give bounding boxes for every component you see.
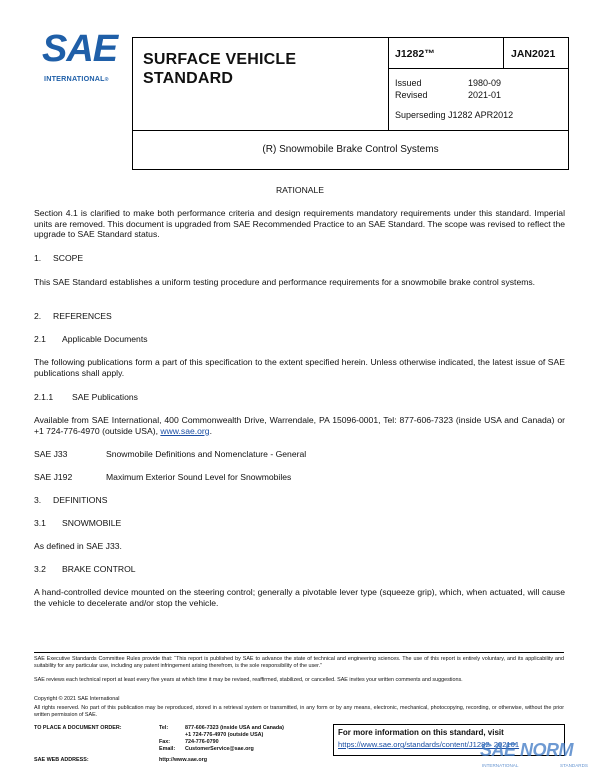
section-3-1-number: 3.1: [34, 518, 46, 528]
section-2-1-number: 2.1: [34, 334, 46, 344]
document-subject: (R) Snowmobile Brake Control Systems: [262, 144, 439, 155]
fax-label: Fax:: [159, 739, 171, 745]
footer-divider: [34, 652, 564, 653]
section-3-2-title: BRAKE CONTROL: [62, 564, 136, 574]
committee-rules-text: SAE Executive Standards Committee Rules provide that: “This report is published by SAE to advance the state of technical and engineering sciences. The use of this report is entirely voluntary, and its applicability and suitability for any particular use, including any patent infringement arising therefrom, is the sole responsibility of the user.”: [34, 656, 564, 669]
section-3-number: 3.: [34, 495, 42, 505]
sae-logo-sub: [44, 74, 109, 83]
section-3-2-number: 3.2: [34, 564, 46, 574]
rationale-heading: RATIONALE: [275, 185, 325, 195]
section-2-1-1-end: .: [209, 425, 212, 436]
email-value[interactable]: CustomerService@sae.org: [185, 746, 254, 752]
rationale-text: Section 4.1 is clarified to make both performance criteria and design requirements mandatory requirements under this standard. Imperial units are removed. This document is upgraded from SAE Recommended Practice to an SAE Standard. The scope was revised to reflect the upgrade to SAE Standard status.: [34, 208, 565, 240]
section-1-number: 1.: [34, 253, 42, 263]
sae-logo-mark: SAE: [42, 28, 118, 70]
document-number: J1282™: [395, 48, 435, 60]
watermark-text: SAE NORM: [480, 740, 574, 760]
revised-label: Revised: [395, 90, 428, 100]
watermark-left: INTERNATIONAL: [482, 763, 519, 768]
standard-type-line2: STANDARD: [143, 70, 234, 87]
email-label: Email:: [159, 746, 176, 752]
tel-label: Tel:: [159, 725, 169, 731]
review-text: SAE reviews each technical report at least every five years at which time it may be revised, reaffirmed, stabilized, or cancelled. SAE invites your written comments and suggestions.: [34, 677, 463, 683]
reference-id: SAE J33: [34, 449, 68, 459]
tel-value: 877-606-7323 (inside USA and Canada): [185, 725, 284, 731]
section-2-1-1-text: [34, 415, 565, 436]
revised-value: 2021-01: [468, 90, 502, 100]
standard-page-link[interactable]: https://www.sae.org/standards/content/J1282_202101: [338, 740, 520, 749]
reference-id: SAE J192: [34, 472, 73, 482]
issued-label: Issued: [395, 78, 422, 88]
reference-title: Snowmobile Definitions and Nomenclature - General: [106, 449, 307, 459]
order-label: TO PLACE A DOCUMENT ORDER:: [34, 725, 122, 731]
registered-mark: ®: [104, 77, 109, 83]
reference-title: Maximum Exterior Sound Level for Snowmobiles: [106, 472, 292, 482]
section-2-1-1-title: SAE Publications: [72, 392, 138, 402]
web-value[interactable]: http://www.sae.org: [159, 757, 208, 763]
sae-logo-sub-text: INTERNATIONAL: [44, 74, 105, 83]
header-table: [132, 37, 569, 170]
section-1-title: SCOPE: [53, 253, 84, 263]
section-2-1-1-number: 2.1.1: [34, 392, 54, 402]
section-2-1-1-body: Available from SAE International, 400 Commonwealth Drive, Warrendale, PA 15096-0001, Tel: 877-606-7323 (inside USA and Canada) or +1 724-776-4970 (outside USA),: [34, 415, 565, 436]
section-3-1-text: As defined in SAE J33.: [34, 541, 122, 551]
web-label: SAE WEB ADDRESS:: [34, 757, 89, 763]
copyright-text: Copyright © 2021 SAE International: [34, 696, 120, 702]
sae-logo: [40, 28, 124, 86]
watermark-right: STANDARDS: [560, 763, 588, 768]
section-2-1-text: The following publications form a part of this specification to the extent specified herein. Unless otherwise indicated, the latest issue of SAE publications shall apply.: [34, 357, 565, 378]
tel-outside-value: +1 724-776-4970 (outside USA): [185, 732, 264, 738]
section-1-text: This SAE Standard establishes a uniform testing procedure and performance requirements for a snowmobile brake control systems.: [34, 277, 536, 287]
issued-value: 1980-09: [468, 78, 502, 88]
section-2-1-title: Applicable Documents: [62, 334, 148, 344]
sae-norm-watermark: [474, 742, 596, 772]
standard-type: [143, 50, 296, 88]
section-3-title: DEFINITIONS: [53, 495, 108, 505]
more-info-text: For more information on this standard, visit: [338, 728, 504, 737]
section-2-number: 2.: [34, 311, 42, 321]
rights-text: All rights reserved. No part of this publication may be reproduced, stored in a retrieval system or transmitted, in any form or by any means, electronic, mechanical, photocopying, recording, or otherwise, without the prior written permission of SAE.: [34, 705, 564, 718]
superseding-note: Superseding J1282 APR2012: [395, 110, 514, 120]
section-2-title: REFERENCES: [53, 311, 112, 321]
section-3-1-title: SNOWMOBILE: [62, 518, 122, 528]
section-3-2-text: A hand-controlled device mounted on the steering control; generally a pivotable lever type (squeeze grip), which, when actuated, will cause the vehicle to decelerate and/or stop the vehicle.: [34, 587, 565, 608]
fax-value: 724-776-0790: [185, 739, 219, 745]
sae-website-link[interactable]: www.sae.org: [160, 425, 210, 436]
document-date: JAN2021: [511, 48, 556, 60]
standard-type-line1: SURFACE VEHICLE: [143, 51, 297, 68]
